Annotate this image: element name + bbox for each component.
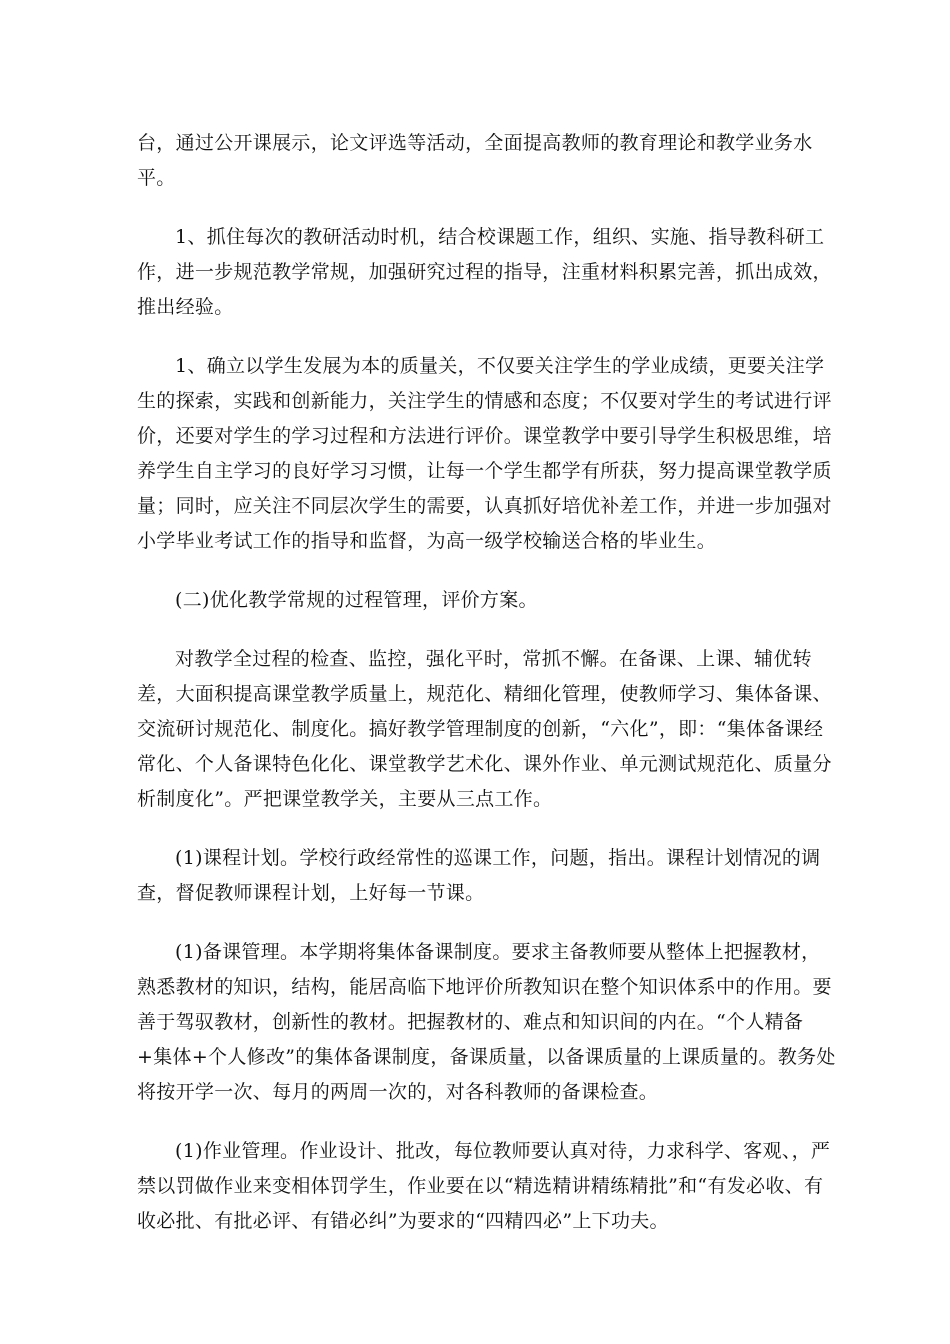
paragraph-section-heading: (二)优化教学常规的过程管理，评价方案。: [175, 589, 538, 611]
paragraph-homework-management: (1)作业管理。作业设计、批改，每位教师要认真对待，力求科学、客观、，严禁以罚做作业来变相体罚学生，作业要在以“精选精讲精练精批”和“有发必收、有收必批、有批必评、有错必纠”为要求的“四精四必”上下功夫。: [137, 1140, 831, 1232]
paragraph-lesson-preparation: (1)备课管理。本学期将集体备课制度。要求主备教师要从整体上把握教材，熟悉教材的知识，结构，能居高临下地评价所教知识在整个知识体系中的作用。要善于驾驭教材，创新性的教材。把握教材的、难点和知识间的内在。“个人精备+集体+个人修改”的集体备课制度，备课质量，以备课质量的上课质量的。教务处将按开学一次、每月的两周一次的，对各科教师的备课检查。: [137, 941, 836, 1103]
paragraph-research-activities: 1、抓住每次的教研活动时机，结合校课题工作，组织、实施、指导教科研工作，进一步规范教学常规，加强研究过程的指导，注重材料积累完善，抓出成效，推出经验。: [137, 226, 832, 318]
document-body: [137, 126, 837, 1263]
paragraph-continuation: 台，通过公开课展示，论文评选等活动，全面提高教师的教育理论和教学业务水平。: [137, 132, 813, 189]
paragraph-teaching-process: 对教学全过程的检查、监控，强化平时，常抓不懈。在备课、上课、辅优转差，大面积提高课堂教学质量上，规范化、精细化管理，使教师学习、集体备课、交流研讨规范化、制度化。搞好教学管理制度的创新，“六化”，即：“集体备课经常化、个人备课特色化化、课堂教学艺术化、课外作业、单元测试规范化、质量分析制度化”。严把课堂教学关，主要从三点工作。: [137, 648, 832, 810]
paragraph-curriculum-plan: (1)课程计划。学校行政经常性的巡课工作，问题，指出。课程计划情况的调查，督促教师课程计划，上好每一节课。: [137, 847, 821, 904]
paragraph-quality-concept: 1、确立以学生发展为本的质量关，不仅要关注学生的学业成绩，更要关注学生的探索，实践和创新能力，关注学生的情感和态度；不仅要对学生的考试进行评价，还要对学生的学习过程和方法进行评价。课堂教学中要引导学生积极思维，培养学生自主学习的良好学习习惯，让每一个学生都学有所获，努力提高课堂教学质量；同时，应关注不同层次学生的需要，认真抓好培优补差工作，并进一步加强对小学毕业考试工作的指导和监督，为高一级学校输送合格的毕业生。: [137, 355, 832, 552]
